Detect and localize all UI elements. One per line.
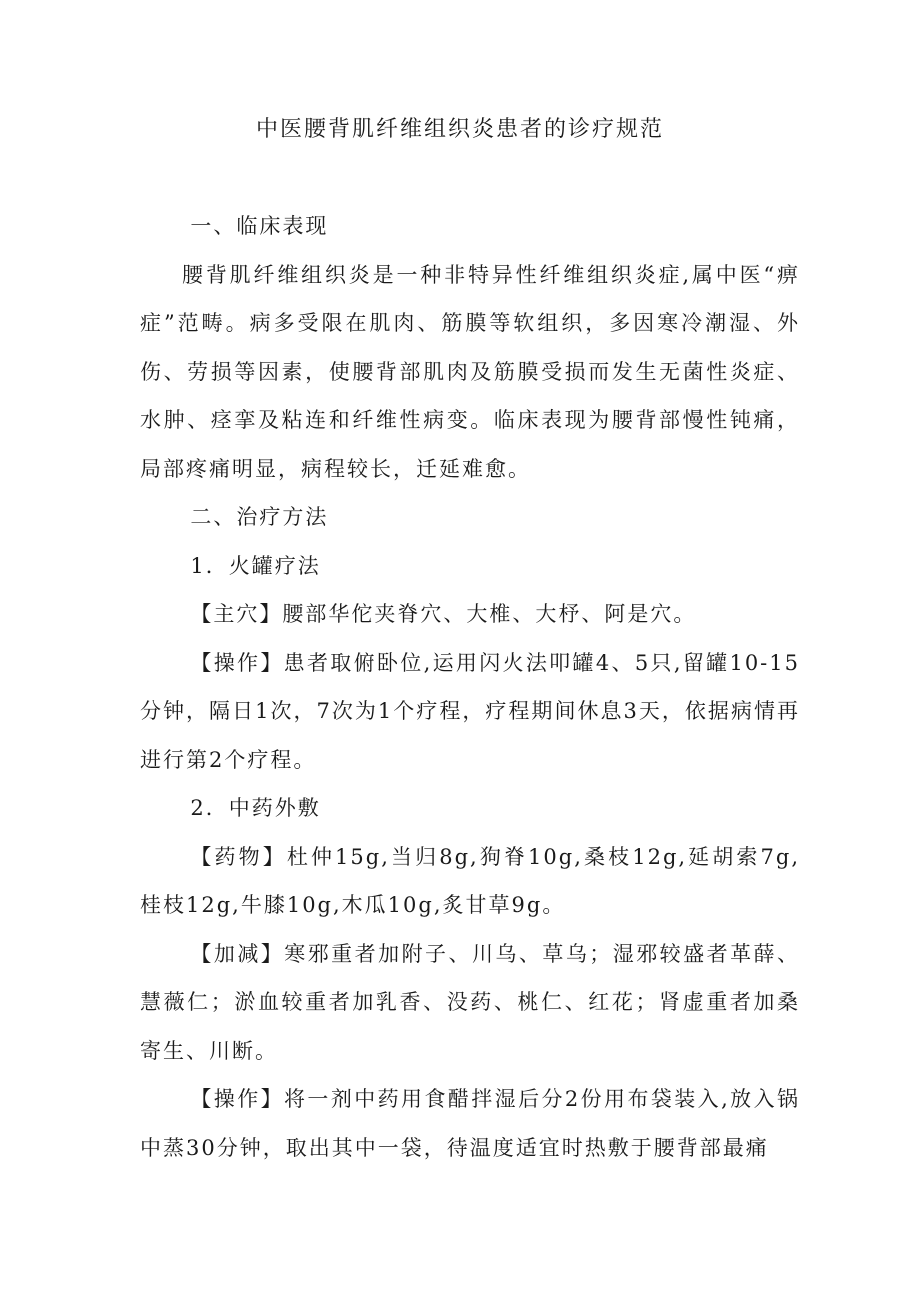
- paragraph-cupping-operation: 【操作】患者取俯卧位,运用闪火法叩罐4、5只,留罐10-15分钟，隔日1次，7次为1个疗程，疗程期间休息3天，依据病情再进行第2个疗程。: [140, 650, 800, 772]
- subheading-cupping: 1．火罐疗法: [190, 553, 321, 578]
- subheading-herbal-compress: 2．中药外敷: [190, 796, 321, 820]
- paragraph-main-points: 【主穴】腰部华佗夹脊穴、大椎、大杼、阿是穴。: [190, 602, 697, 626]
- section-heading-clinical: 一、临床表现: [190, 214, 329, 238]
- document-body: [140, 202, 800, 1172]
- paragraph-modifications: 【加减】寒邪重者加附子、川乌、草乌；湿邪较盛者革薛、慧薇仁；淤血较重者加乳香、没药、桃仁、红花；肾虚重者加桑寄生、川断。: [140, 941, 800, 1063]
- paragraph-medicines: 【药物】杜仲15g,当归8g,狗脊10g,桑枝12g,延胡索7g,桂枝12g,牛膝10g,木瓜10g,炙甘草9g。: [140, 844, 800, 917]
- document-title: 中医腰背肌纤维组织炎患者的诊疗规范: [255, 117, 664, 142]
- paragraph-clinical-description: 腰背肌纤维组织炎是一种非特异性纤维组织炎症,属中医“痹症”范畴。病多受限在肌肉、筋膜等软组织，多因寒冷潮湿、外伤、劳损等因素，使腰背部肌肉及筋膜受损而发生无菌性炎症、水肿、痉挛及粘连和纤维性病变。临床表现为腰背部慢性钝痛，局部疼痛明显，病程较长，迁延难愈。: [140, 262, 800, 481]
- section-heading-treatment: 二、治疗方法: [190, 505, 329, 529]
- paragraph-compress-operation: 【操作】将一剂中药用食醋拌湿后分2份用布袋装入,放入锅中蒸30分钟，取出其中一袋，待温度适宜时热敷于腰背部最痛: [140, 1087, 800, 1160]
